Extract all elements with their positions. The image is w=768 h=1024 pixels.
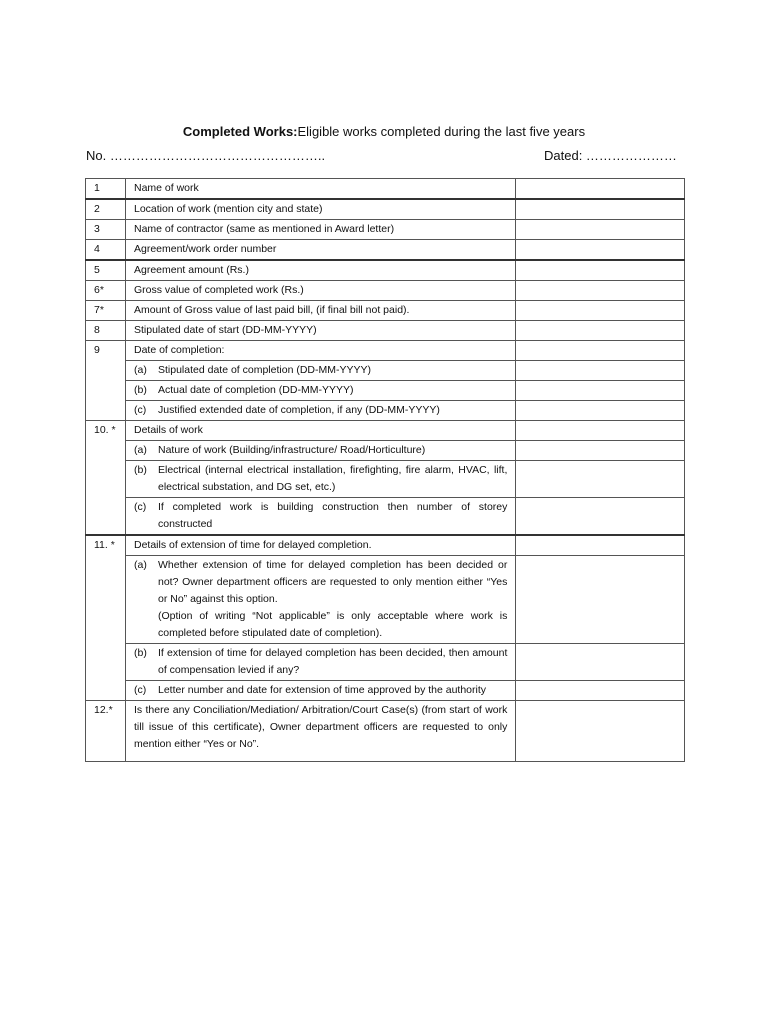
sub-item-label: (c) — [133, 501, 147, 513]
sub-item — [125, 441, 515, 461]
table-row — [86, 421, 685, 441]
entry-cell[interactable] — [516, 301, 685, 321]
table-row — [86, 240, 685, 261]
row-number: 6* — [86, 281, 126, 301]
entry-cell[interactable] — [516, 260, 685, 281]
table-row — [86, 179, 685, 200]
row-label: Details of extension of time for delayed completion. — [125, 535, 515, 556]
row-number: 2 — [86, 199, 126, 220]
table-row — [86, 461, 685, 498]
page-title — [0, 124, 768, 139]
number-field: No. ………………………………………….. — [86, 148, 326, 163]
row-number: 11. * — [86, 535, 126, 701]
row-number: 9 — [86, 341, 126, 421]
row-number: 10. * — [86, 421, 126, 536]
sub-item-label: (a) — [133, 444, 147, 456]
row-number: 3 — [86, 220, 126, 240]
sub-item-label: (b) — [133, 647, 147, 659]
row-label: Name of contractor (same as mentioned in Award letter) — [125, 220, 515, 240]
sub-item-text: Stipulated date of completion (DD-MM-YYYY) — [157, 364, 371, 376]
row-label: Amount of Gross value of last paid bill, (if final bill not paid). — [125, 301, 515, 321]
sub-item — [125, 381, 515, 401]
entry-cell[interactable] — [516, 361, 685, 381]
entry-cell[interactable] — [516, 281, 685, 301]
row-label: Details of work — [125, 421, 515, 441]
entry-cell[interactable] — [516, 381, 685, 401]
table-row — [86, 701, 685, 762]
table-row — [86, 401, 685, 421]
sub-item-text: Nature of work (Building/infrastructure/ Road/Horticulture) — [157, 444, 426, 456]
entry-cell[interactable] — [516, 681, 685, 701]
sub-item-label: (a) — [133, 364, 147, 376]
row-label: Agreement amount (Rs.) — [125, 260, 515, 281]
entry-cell[interactable] — [516, 498, 685, 536]
table-row — [86, 644, 685, 681]
entry-cell[interactable] — [516, 240, 685, 261]
dated-field: Dated: ………………… — [544, 148, 677, 163]
sub-item-label: (c) — [133, 404, 147, 416]
row-number: 5 — [86, 260, 126, 281]
table-row — [86, 260, 685, 281]
entry-cell[interactable] — [516, 556, 685, 644]
row-label: Is there any Conciliation/Mediation/ Arbitration/Court Case(s) (from start of work till issue of this certificate), Owner department officers are requested to only mention either “Yes or No”. — [125, 701, 515, 762]
row-number: 8 — [86, 321, 126, 341]
table-row — [86, 556, 685, 644]
table-row — [86, 361, 685, 381]
table-row — [86, 321, 685, 341]
entry-cell[interactable] — [516, 701, 685, 762]
sub-item-text: Whether extension of time for delayed completion has been decided or not? Owner department officers are requested to only mention either “Yes or No” against this option. — [157, 559, 508, 605]
sub-item — [125, 498, 515, 536]
row-number: 4 — [86, 240, 126, 261]
completed-works-table — [85, 178, 685, 762]
sub-item-text: Actual date of completion (DD-MM-YYYY) — [157, 384, 354, 396]
row-label: Location of work (mention city and state) — [125, 199, 515, 220]
title-rest: Eligible works completed during the last five years — [297, 124, 586, 139]
entry-cell[interactable] — [516, 644, 685, 681]
sub-item-text: If completed work is building construction then number of storey constructed — [157, 501, 508, 530]
entry-cell[interactable] — [516, 321, 685, 341]
entry-cell[interactable] — [516, 421, 685, 441]
table-row — [86, 220, 685, 240]
row-number: 7* — [86, 301, 126, 321]
title-bold: Completed Works: — [182, 124, 298, 139]
row-label: Agreement/work order number — [125, 240, 515, 261]
table-row — [86, 301, 685, 321]
sub-item — [125, 461, 515, 498]
table-row — [86, 441, 685, 461]
entry-cell[interactable] — [516, 179, 685, 200]
sub-item — [125, 556, 515, 644]
table-row — [86, 681, 685, 701]
entry-cell[interactable] — [516, 441, 685, 461]
sub-item — [125, 644, 515, 681]
sub-item-label: (b) — [133, 464, 147, 476]
sub-item-text: Electrical (internal electrical installation, firefighting, fire alarm, HVAC, lift, electrical substation, and DG set, etc.) — [157, 464, 508, 493]
table-row — [86, 341, 685, 361]
entry-cell[interactable] — [516, 401, 685, 421]
sub-item-note: (Option of writing “Not applicable” is only acceptable where work is completed before stipulated date of completion). — [157, 610, 508, 639]
table-row — [86, 381, 685, 401]
sub-item — [125, 401, 515, 421]
sub-item-text: Letter number and date for extension of time approved by the authority — [157, 684, 487, 696]
table-row — [86, 498, 685, 536]
row-label: Date of completion: — [125, 341, 515, 361]
entry-cell[interactable] — [516, 461, 685, 498]
sub-item-text: Justified extended date of completion, if any (DD-MM-YYYY) — [157, 404, 440, 416]
sub-item-label: (c) — [133, 684, 147, 696]
sub-item-label: (a) — [133, 559, 147, 571]
table-row — [86, 281, 685, 301]
table-row — [86, 535, 685, 556]
entry-cell[interactable] — [516, 341, 685, 361]
sub-item-label: (b) — [133, 384, 147, 396]
row-label: Name of work — [125, 179, 515, 200]
row-label: Stipulated date of start (DD-MM-YYYY) — [125, 321, 515, 341]
sub-item-text: If extension of time for delayed completion has been decided, then amount of compensation levied if any? — [157, 647, 508, 676]
entry-cell[interactable] — [516, 220, 685, 240]
row-label: Gross value of completed work (Rs.) — [125, 281, 515, 301]
entry-cell[interactable] — [516, 535, 685, 556]
sub-item — [125, 361, 515, 381]
row-number: 1 — [86, 179, 126, 200]
row-number: 12.* — [86, 701, 126, 762]
entry-cell[interactable] — [516, 199, 685, 220]
sub-item — [125, 681, 515, 701]
table-row — [86, 199, 685, 220]
